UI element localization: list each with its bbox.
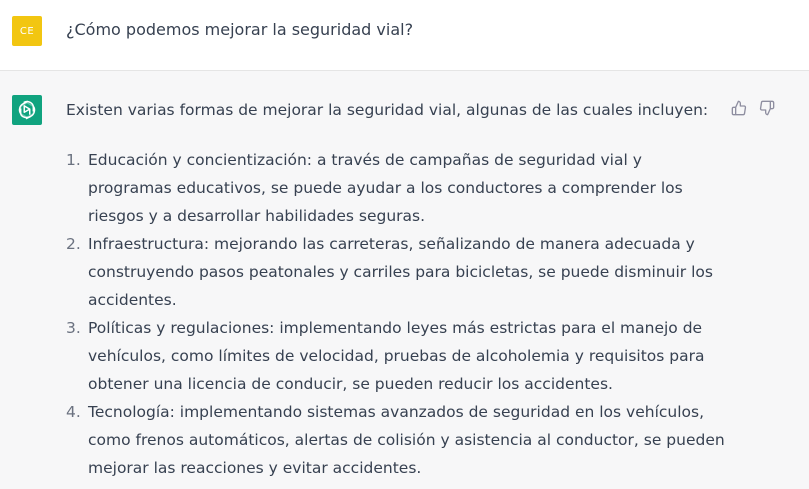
assistant-suggestions-list bbox=[66, 146, 726, 482]
list-item bbox=[66, 230, 726, 314]
list-item-text: Tecnología: implementando sistemas avanzados de seguridad en los vehículos, como frenos automáticos, alertas de colisión y asistencia al conductor, se pueden mejorar las reacciones y evitar accidentes. bbox=[88, 403, 725, 477]
list-item-text: Políticas y regulaciones: implementando leyes más estrictas para el manejo de vehículos, como límites de velocidad, pruebas de alcoholemia y requisitos para obtener una licencia de conducir, se pueden reducir los accidentes. bbox=[88, 319, 705, 393]
thumbs-down-icon[interactable] bbox=[758, 99, 776, 117]
assistant-intro-text: Existen varias formas de mejorar la seguridad vial, algunas de las cuales incluyen: bbox=[66, 101, 709, 119]
openai-logo-icon bbox=[12, 95, 42, 125]
user-message-row bbox=[0, 0, 809, 71]
list-item-text: Infraestructura: mejorando las carreteras, señalizando de manera adecuada y construyendo pasos peatonales y carriles para bicicletas, se puede disminuir los accidentes. bbox=[88, 235, 713, 309]
user-avatar: CE bbox=[12, 16, 42, 46]
user-message-text: ¿Cómo podemos mejorar la seguridad vial? bbox=[66, 20, 414, 39]
list-item bbox=[66, 398, 726, 482]
list-item bbox=[66, 146, 726, 230]
list-item-number: 3. bbox=[66, 319, 81, 337]
list-item bbox=[66, 314, 726, 398]
thumbs-up-icon[interactable] bbox=[730, 99, 748, 117]
list-item-number: 4. bbox=[66, 403, 81, 421]
list-item-number: 2. bbox=[66, 235, 81, 253]
list-item-text: Educación y concientización: a través de campañas de seguridad vial y programas educativos, se puede ayudar a los conductores a comprender los riesgos y a desarrollar habilidades seguras. bbox=[88, 151, 683, 225]
list-item-number: 1. bbox=[66, 151, 81, 169]
assistant-message-row bbox=[0, 71, 809, 489]
